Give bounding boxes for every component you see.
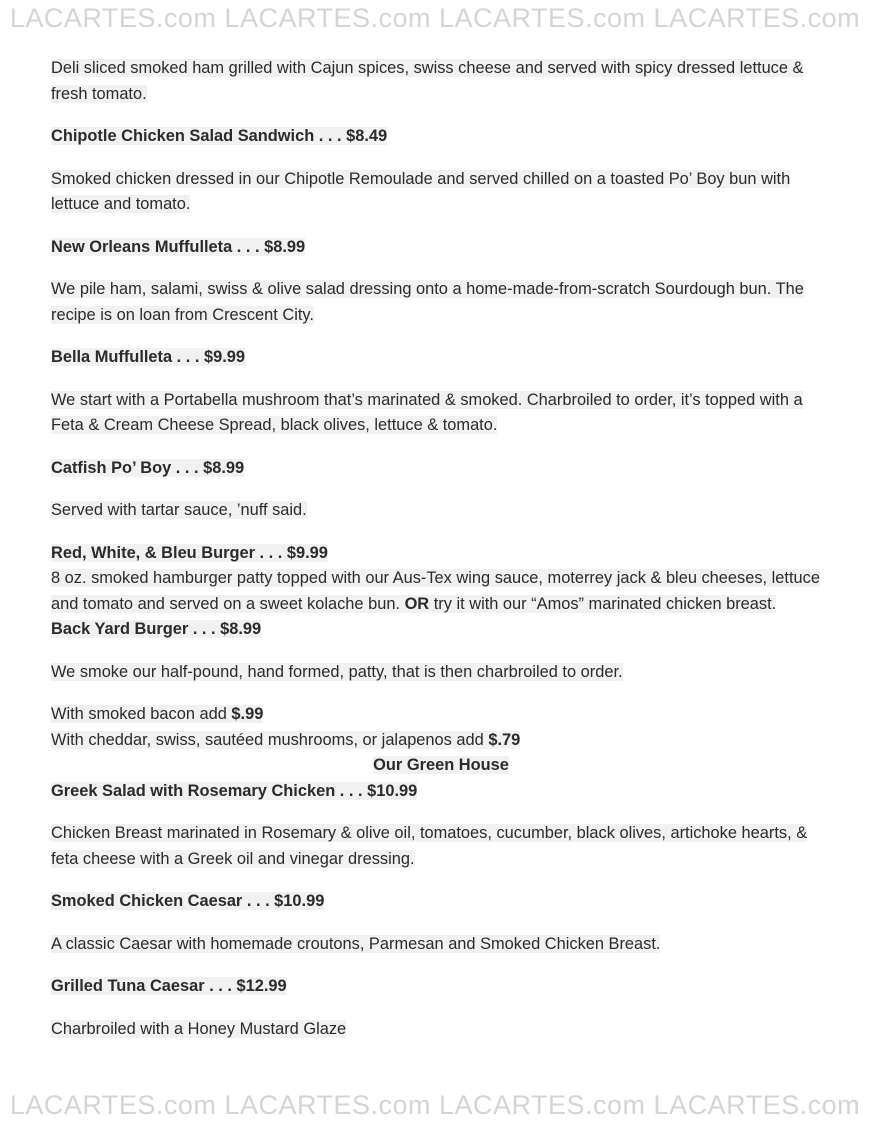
addon-line: With smoked bacon add $.99 (51, 705, 264, 723)
item-description: Charbroiled with a Honey Mustard Glaze (51, 1019, 347, 1038)
item-title: Red, White, & Bleu Burger . . . $9.99 (51, 543, 328, 562)
item-title: New Orleans Muffulleta . . . $8.99 (51, 237, 306, 256)
item-title: Smoked Chicken Caesar . . . $10.99 (51, 892, 325, 910)
item-description: We pile ham, salami, swiss & olive salad dressing onto a home-made-from-scratch Sourdough bun. The recipe is on loan from Crescent City. (51, 280, 804, 324)
item-description: 8 oz. smoked hamburger patty topped with our Aus-Tex wing sauce, moterrey jack & bleu cheeses, lettuce and tomato and served on a sweet kolache bun. OR try it with our “Amos” marinated chicken breast. (51, 569, 820, 613)
or-label: OR (404, 594, 430, 613)
item-title: Bella Muffulleta . . . $9.99 (51, 348, 246, 366)
item-title: Catfish Po’ Boy . . . $8.99 (51, 458, 245, 477)
item-title: Back Yard Burger . . . $8.99 (51, 620, 262, 638)
item-description: We start with a Portabella mushroom that’s marinated & smoked. Charbroiled to order, it’s topped with a Feta & Cream Cheese Spread, black olives, lettuce & tomato. (51, 390, 803, 434)
item-description: A classic Caesar with homemade croutons, Parmesan and Smoked Chicken Breast. (51, 934, 661, 953)
watermark-top: LACARTES.com LACARTES.com LACARTES.com LACARTES.com (9, 3, 861, 33)
item-description: Served with tartar sauce, ’nuff said. (51, 501, 307, 519)
item-description: Smoked chicken dressed in our Chipotle Remoulade and served chilled on a toasted Po’ Boy bun with lettuce and tomato. (51, 169, 791, 213)
section-heading: Our Green House (373, 756, 509, 774)
item-title: Chipotle Chicken Salad Sandwich . . . $8.49 (51, 127, 388, 145)
addon-price: $.99 (231, 705, 264, 723)
item-title: Grilled Tuna Caesar . . . $12.99 (51, 977, 287, 995)
item-description: We smoke our half-pound, hand formed, patty, that is then charbroiled to order. (51, 662, 623, 681)
item-description: Chicken Breast marinated in Rosemary & olive oil, tomatoes, cucumber, black olives, artichoke hearts, & feta cheese with a Greek oil and vinegar dressing. (51, 824, 808, 868)
item-description: Deli sliced smoked ham grilled with Cajun spices, swiss cheese and served with spicy dressed lettuce & fresh tomato. (51, 59, 804, 103)
addon-price: $.79 (488, 730, 521, 749)
addon-line: With cheddar, swiss, sautéed mushrooms, or jalapenos add $.79 (51, 730, 521, 749)
menu-page (51, 56, 831, 1059)
watermark-bottom: LACARTES.com LACARTES.com LACARTES.com LACARTES.com (9, 1090, 861, 1120)
item-title: Greek Salad with Rosemary Chicken . . . $10.99 (51, 781, 418, 800)
